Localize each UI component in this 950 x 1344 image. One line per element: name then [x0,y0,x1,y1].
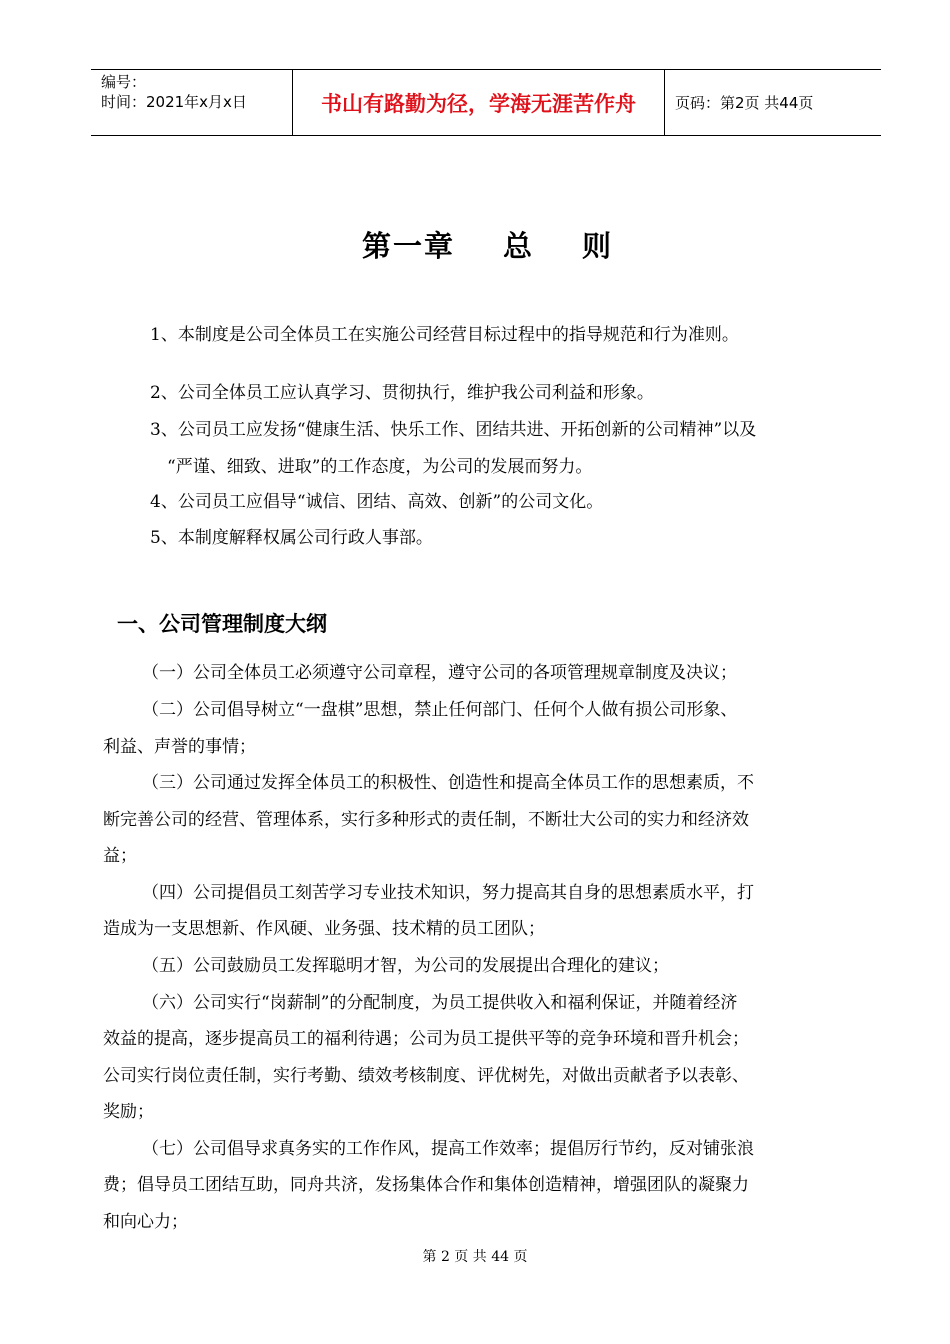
general-rule-4: 4、公司员工应倡导“诚信、团结、高效、创新”的公司文化。 [150,492,604,512]
section-heading: 一、公司管理制度大纲 [117,612,327,636]
chapter-title-part2: 总 [502,229,534,263]
general-rule-3-cont: “严谨、细致、进取”的工作态度，为公司的发展而努力。 [167,457,593,477]
chapter-title-part3: 则 [582,229,614,263]
outline-line: 利益、声誉的事情； [103,737,256,757]
general-rule-3: 3、公司员工应发扬“健康生活、快乐工作、团结共进、开拓创新的公司精神”以及 [150,420,757,440]
header-motto: 书山有路勤为径，学海无涯苦作舟 [293,70,665,135]
header-meta [91,70,293,135]
outline-line: 公司实行岗位责任制，实行考勤、绩效考核制度、评优树先，对做出贡献者予以表彰、 [103,1066,749,1086]
general-rule-1: 1、本制度是公司全体员工在实施公司经营目标过程中的指导规范和行为准则。 [150,325,739,345]
outline-line: 效益的提高，逐步提高员工的福利待遇；公司为员工提供平等的竞争环境和晋升机会； [103,1029,749,1049]
outline-line: 益； [103,846,137,866]
code-label: 编号： [101,73,147,91]
outline-line: （五）公司鼓励员工发挥聪明才智，为公司的发展提出合理化的建议； [142,956,669,976]
document-header [91,69,881,136]
outline-line: （六）公司实行“岗薪制”的分配制度，为员工提供收入和福利保证，并随着经济 [142,993,738,1013]
outline-line: 断完善公司的经营、管理体系，实行多种形式的责任制，不断壮大公司的实力和经济效 [103,810,749,830]
chapter-title [0,224,950,265]
outline-line: 造成为一支思想新、作风硬、业务强、技术精的员工团队； [103,919,545,939]
page-footer: 第 2 页 共 44 页 [422,1249,528,1265]
outline-line: 费；倡导员工团结互助，同舟共济，发扬集体合作和集体创造精神，增强团队的凝聚力 [103,1175,749,1195]
outline-line: （二）公司倡导树立“一盘棋”思想，禁止任何部门、任何个人做有损公司形象、 [142,700,738,720]
outline-line: （三）公司通过发挥全体员工的积极性、创造性和提高全体员工作的思想素质，不 [142,773,754,793]
chapter-title-part1: 第一章 [361,229,455,263]
time-label: 时间：2021年x月x日 [101,93,247,111]
header-page-info: 页码：第2页 共44页 [675,94,814,112]
outline-line: 和向心力； [103,1212,188,1232]
outline-line: （七）公司倡导求真务实的工作作风，提高工作效率；提倡厉行节约，反对铺张浪 [142,1139,754,1159]
general-rule-2: 2、公司全体员工应认真学习、贯彻执行，维护我公司利益和形象。 [150,383,654,403]
outline-line: （一）公司全体员工必须遵守公司章程，遵守公司的各项管理规章制度及决议； [142,663,737,683]
outline-line: （四）公司提倡员工刻苦学习专业技术知识，努力提高其自身的思想素质水平，打 [142,883,754,903]
general-rule-5: 5、本制度解释权属公司行政人事部。 [150,528,433,548]
outline-line: 奖励； [103,1102,154,1122]
